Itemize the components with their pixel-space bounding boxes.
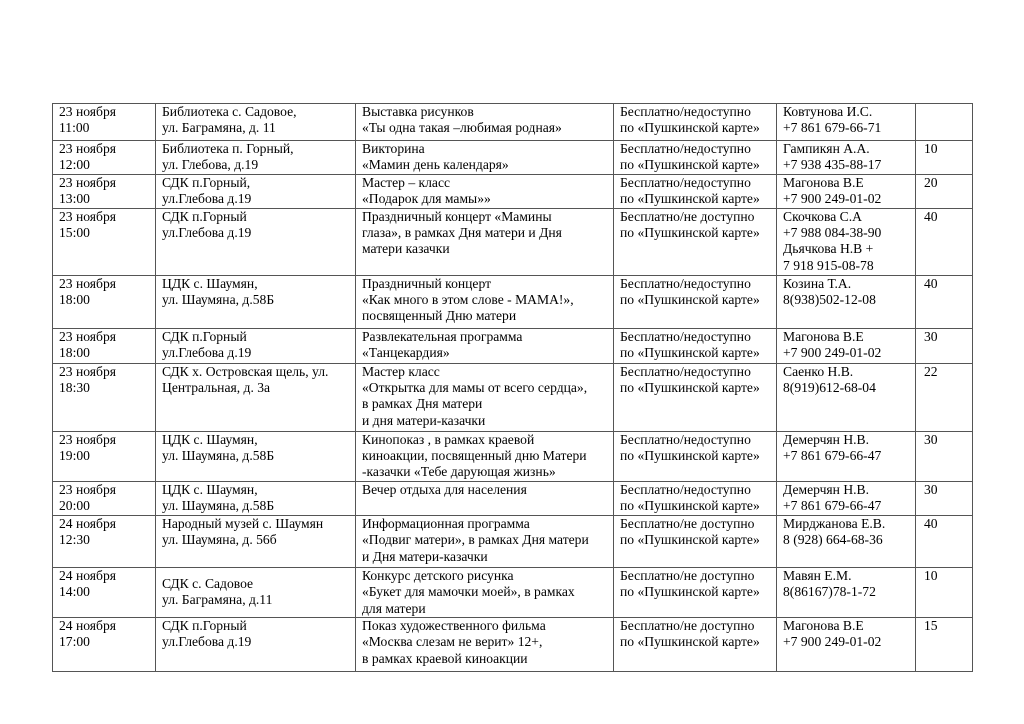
cell-event: Мастер – класс «Подарок для мамы»» — [356, 174, 614, 208]
cell-event: Кинопоказ , в рамках краевой киноакции, посвященный дню Матери -казачки «Тебе дарующая жизнь» — [356, 431, 614, 481]
cell-price: Бесплатно/недоступно по «Пушкинской карте» — [614, 174, 777, 208]
cell-date: 23 ноября 12:00 — [53, 141, 156, 175]
cell-event: Вечер отдыха для населения — [356, 481, 614, 515]
cell-place: Народный музей с. Шаумян ул. Шаумяна, д. 56б — [156, 515, 356, 567]
table-row — [53, 141, 973, 175]
cell-price: Бесплатно/недоступно по «Пушкинской карте» — [614, 481, 777, 515]
cell-place: ЦДК с. Шаумян, ул. Шаумяна, д.58Б — [156, 275, 356, 328]
cell-contact: Магонова В.Е +7 900 249-01-02 — [777, 328, 916, 363]
cell-contact: Магонова В.Е +7 900 249-01-02 — [777, 174, 916, 208]
table-row — [53, 431, 973, 481]
cell-event: Показ художественного фильма «Москва слезам не верит» 12+, в рамках краевой киноакции — [356, 618, 614, 672]
table-row — [53, 567, 973, 617]
cell-count: 30 — [916, 328, 973, 363]
table-row — [53, 363, 973, 431]
cell-price: Бесплатно/недоступно по «Пушкинской карте» — [614, 275, 777, 328]
cell-count: 15 — [916, 618, 973, 672]
cell-date: 24 ноября 14:00 — [53, 567, 156, 617]
table-row — [53, 104, 973, 141]
cell-count — [916, 104, 973, 141]
cell-contact: Козина Т.А. 8(938)502-12-08 — [777, 275, 916, 328]
cell-date: 23 ноября 18:00 — [53, 328, 156, 363]
cell-price: Бесплатно/не доступно по «Пушкинской карте» — [614, 208, 777, 275]
cell-date: 23 ноября 15:00 — [53, 208, 156, 275]
cell-count: 30 — [916, 481, 973, 515]
cell-contact: Саенко Н.В. 8(919)612-68-04 — [777, 363, 916, 431]
cell-count: 10 — [916, 141, 973, 175]
cell-place: СДК п.Горный ул.Глебова д.19 — [156, 328, 356, 363]
cell-count: 20 — [916, 174, 973, 208]
cell-place: ЦДК с. Шаумян, ул. Шаумяна, д.58Б — [156, 481, 356, 515]
cell-date: 24 ноября 17:00 — [53, 618, 156, 672]
table-row — [53, 208, 973, 275]
cell-price: Бесплатно/не доступно по «Пушкинской карте» — [614, 515, 777, 567]
cell-event: Мастер класс «Открытка для мамы от всего сердца», в рамках Дня матери и дня матери-казачки — [356, 363, 614, 431]
cell-date: 23 ноября 11:00 — [53, 104, 156, 141]
cell-count: 40 — [916, 515, 973, 567]
cell-contact: Ковтунова И.С. +7 861 679-66-71 — [777, 104, 916, 141]
cell-contact: Гампикян А.А. +7 938 435-88-17 — [777, 141, 916, 175]
cell-event: Развлекательная программа «Танцекардия» — [356, 328, 614, 363]
cell-place: СДК п.Горный, ул.Глебова д.19 — [156, 174, 356, 208]
cell-date: 23 ноября 19:00 — [53, 431, 156, 481]
cell-contact: Мирджанова Е.В. 8 (928) 664-68-36 — [777, 515, 916, 567]
cell-contact: Магонова В.Е +7 900 249-01-02 — [777, 618, 916, 672]
cell-event: Праздничный концерт «Мамины глаза», в рамках Дня матери и Дня матери казачки — [356, 208, 614, 275]
cell-place: Библиотека п. Горный, ул. Глебова, д.19 — [156, 141, 356, 175]
cell-place: Библиотека с. Садовое, ул. Баграмяна, д. 11 — [156, 104, 356, 141]
cell-price: Бесплатно/недоступно по «Пушкинской карте» — [614, 431, 777, 481]
cell-price: Бесплатно/не доступно по «Пушкинской карте» — [614, 567, 777, 617]
cell-place: СДК п.Горный ул.Глебова д.19 — [156, 208, 356, 275]
table-row — [53, 515, 973, 567]
cell-contact: Скочкова С.А +7 988 084-38-90 Дьячкова Н.В + 7 918 915-08-78 — [777, 208, 916, 275]
table-row — [53, 275, 973, 328]
cell-price: Бесплатно/недоступно по «Пушкинской карте» — [614, 363, 777, 431]
cell-event: Конкурс детского рисунка «Букет для мамочки моей», в рамках для матери — [356, 567, 614, 617]
cell-count: 30 — [916, 431, 973, 481]
cell-count: 40 — [916, 208, 973, 275]
cell-price: Бесплатно/недоступно по «Пушкинской карте» — [614, 141, 777, 175]
cell-date: 24 ноября 12:30 — [53, 515, 156, 567]
cell-place: СДК п.Горный ул.Глебова д.19 — [156, 618, 356, 672]
cell-contact: Демерчян Н.В. +7 861 679-66-47 — [777, 431, 916, 481]
table-row — [53, 174, 973, 208]
cell-count: 40 — [916, 275, 973, 328]
cell-date: 23 ноября 13:00 — [53, 174, 156, 208]
cell-event: Праздничный концерт «Как много в этом слове - МАМА!», посвященный Дню матери — [356, 275, 614, 328]
table-row — [53, 618, 973, 672]
table-row — [53, 328, 973, 363]
cell-date: 23 ноября 18:00 — [53, 275, 156, 328]
cell-date: 23 ноября 20:00 — [53, 481, 156, 515]
cell-price: Бесплатно/недоступно по «Пушкинской карте» — [614, 328, 777, 363]
cell-count: 10 — [916, 567, 973, 617]
cell-price: Бесплатно/не доступно по «Пушкинской карте» — [614, 618, 777, 672]
cell-event: Информационная программа «Подвиг матери», в рамках Дня матери и Дня матери-казачки — [356, 515, 614, 567]
cell-date: 23 ноября 18:30 — [53, 363, 156, 431]
cell-event: Выставка рисунков «Ты одна такая –любимая родная» — [356, 104, 614, 141]
cell-event: Викторина «Мамин день календаря» — [356, 141, 614, 175]
table-row — [53, 481, 973, 515]
cell-place: ЦДК с. Шаумян, ул. Шаумяна, д.58Б — [156, 431, 356, 481]
cell-place: СДК с. Садовое ул. Баграмяна, д.11 — [156, 567, 356, 617]
cell-count: 22 — [916, 363, 973, 431]
cell-contact: Демерчян Н.В. +7 861 679-66-47 — [777, 481, 916, 515]
cell-price: Бесплатно/недоступно по «Пушкинской карте» — [614, 104, 777, 141]
cell-place: СДК х. Островская щель, ул. Центральная, д. 3а — [156, 363, 356, 431]
cell-contact: Мавян Е.М. 8(86167)78-1-72 — [777, 567, 916, 617]
events-table — [52, 103, 973, 672]
